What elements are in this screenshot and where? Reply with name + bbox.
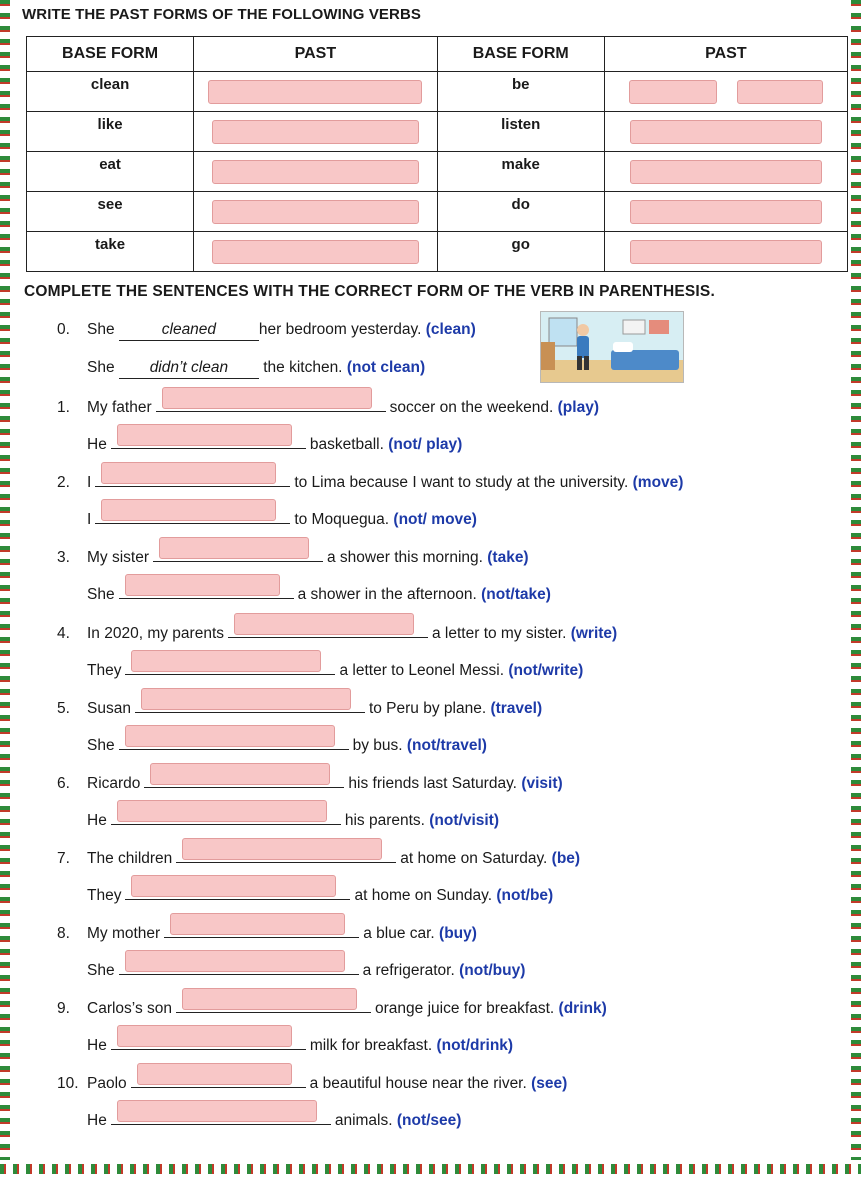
answer-blank <box>119 582 294 599</box>
answer-blank <box>119 733 349 750</box>
sentence-subject: She <box>87 586 115 603</box>
sentence-rest: basketball. <box>309 436 389 453</box>
sentence-subject: My father <box>87 399 152 416</box>
answer-box[interactable] <box>117 800 327 822</box>
sentence-number: 4. <box>57 625 70 642</box>
decorative-border-left <box>0 0 10 1160</box>
sentence-rest: a shower this morning. <box>327 549 488 566</box>
sentence-line <box>57 1071 567 1094</box>
verb-cue: (not/drink) <box>436 1037 514 1054</box>
answer-box[interactable] <box>117 1100 317 1122</box>
verb-cue: (clean) <box>425 321 476 338</box>
past-answer-cell <box>194 112 438 152</box>
verb-cue: (buy) <box>439 925 477 942</box>
sentence-line <box>57 696 542 719</box>
sentence-rest: animals. <box>334 1112 397 1129</box>
sentence-line <box>87 1108 461 1131</box>
table-header-row <box>27 37 848 72</box>
answer-box[interactable] <box>141 688 351 710</box>
sentence-rest: by bus. <box>352 737 407 754</box>
sentence-subject: I <box>87 511 92 528</box>
answer-blank <box>156 395 386 412</box>
answer-box[interactable] <box>162 387 372 409</box>
example-answer: didn’t clean <box>119 358 259 379</box>
answer-box[interactable] <box>117 424 292 446</box>
base-form-cell: like <box>27 112 194 152</box>
past-answer-cell <box>194 232 438 272</box>
sentence-rest: the kitchen. <box>263 359 343 376</box>
sentence-rest: milk for breakfast. <box>309 1037 437 1054</box>
sentence-rest: orange juice for breakfast. <box>375 1000 559 1017</box>
table-row <box>27 112 848 152</box>
sentence-line <box>87 958 525 981</box>
answer-box[interactable] <box>208 80 422 104</box>
header-base-form-1: BASE FORM <box>27 37 194 72</box>
table-row <box>27 232 848 272</box>
answer-box[interactable] <box>125 950 345 972</box>
exercise-1-title: WRITE THE PAST FORMS OF THE FOLLOWING VERBS <box>22 6 422 23</box>
verb-cue: (drink) <box>558 1000 607 1017</box>
sentence-subject: She <box>87 359 115 376</box>
past-answer-cell <box>604 152 847 192</box>
answer-box[interactable] <box>630 160 822 184</box>
past-answer-cell <box>604 192 847 232</box>
sentence-rest: to Lima because I want to study at the university. <box>294 474 633 491</box>
sentence-number: 0. <box>57 321 70 338</box>
sentence-subject: I <box>87 474 92 491</box>
verb-cue: (not/travel) <box>406 737 487 754</box>
answer-box[interactable] <box>212 120 419 144</box>
verb-cue: (not/ move) <box>393 511 477 528</box>
sentence-line <box>87 658 583 681</box>
sentence-subject: The children <box>87 850 173 867</box>
header-base-form-2: BASE FORM <box>437 37 604 72</box>
table-row <box>27 72 848 112</box>
answer-box[interactable] <box>182 838 382 860</box>
sentence-line <box>57 545 529 568</box>
answer-box-was[interactable] <box>629 80 717 104</box>
sentence-rest: to Peru by plane. <box>368 700 491 717</box>
sentence-subject: They <box>87 662 122 679</box>
past-answer-cell <box>604 112 847 152</box>
answer-blank <box>111 1033 306 1050</box>
answer-box-were[interactable] <box>737 80 823 104</box>
sentence-subject: He <box>87 1112 107 1129</box>
answer-box[interactable] <box>101 499 276 521</box>
answer-blank <box>95 470 290 487</box>
base-form-cell: clean <box>27 72 194 112</box>
base-form-cell: be <box>437 72 604 112</box>
header-past-1: PAST <box>194 37 438 72</box>
past-answer-cell <box>194 192 438 232</box>
sentence-number: 2. <box>57 474 70 491</box>
sentence-subject: He <box>87 812 107 829</box>
sentence-rest: to Moquegua. <box>294 511 394 528</box>
answer-box[interactable] <box>125 725 335 747</box>
answer-box[interactable] <box>117 1025 292 1047</box>
sentence-number: 1. <box>57 399 70 416</box>
past-answer-cell <box>604 232 847 272</box>
verb-cue: (be) <box>551 850 581 867</box>
answer-blank <box>95 507 290 524</box>
answer-box[interactable] <box>159 537 309 559</box>
answer-blank <box>176 996 371 1013</box>
answer-box[interactable] <box>630 240 822 264</box>
base-form-cell: do <box>437 192 604 232</box>
sentence-number: 8. <box>57 925 70 942</box>
sentence-rest: her bedroom yesterday. <box>258 321 422 338</box>
verb-cue: (visit) <box>521 775 563 792</box>
verb-cue: (not/buy) <box>459 962 526 979</box>
sentence-number: 3. <box>57 549 70 566</box>
verb-cue: (not/be) <box>496 887 554 904</box>
sentence-subject: Carlos’s son <box>87 1000 173 1017</box>
answer-box[interactable] <box>212 200 419 224</box>
sentence-line <box>57 621 617 644</box>
base-form-cell: make <box>437 152 604 192</box>
answer-box[interactable] <box>125 574 280 596</box>
sentence-number: 5. <box>57 700 70 717</box>
answer-box[interactable] <box>234 613 414 635</box>
sentence-line <box>57 395 599 418</box>
sentence-rest: a beautiful house near the river. <box>309 1075 532 1092</box>
verb-cue: (move) <box>632 474 684 491</box>
base-form-cell: see <box>27 192 194 232</box>
answer-blank <box>228 621 428 638</box>
example-sentence-1 <box>57 320 476 341</box>
table-row <box>27 152 848 192</box>
answer-box[interactable] <box>182 988 357 1010</box>
sentence-line <box>87 808 499 831</box>
sentence-subject: He <box>87 436 107 453</box>
answer-blank <box>125 658 335 675</box>
sentence-subject: My mother <box>87 925 161 942</box>
sentence-rest: at home on Saturday. <box>400 850 552 867</box>
sentence-subject: Susan <box>87 700 131 717</box>
sentence-line <box>87 733 487 756</box>
sentence-line <box>87 582 551 605</box>
sentence-subject: He <box>87 1037 107 1054</box>
past-answer-cell <box>194 72 438 112</box>
verb-cue: (travel) <box>490 700 543 717</box>
verb-cue: (not/visit) <box>429 812 500 829</box>
sentence-number: 9. <box>57 1000 70 1017</box>
sentence-subject: Paolo <box>87 1075 127 1092</box>
sentence-line <box>87 883 553 906</box>
decorative-border-right <box>851 0 861 1160</box>
answer-box[interactable] <box>212 240 419 264</box>
verb-cue: (take) <box>487 549 529 566</box>
sentence-line <box>57 771 563 794</box>
past-answer-cell <box>194 152 438 192</box>
answer-blank <box>176 846 396 863</box>
sentence-line <box>87 1033 513 1056</box>
sentence-rest: a blue car. <box>363 925 440 942</box>
example-answer: cleaned <box>119 320 259 341</box>
table-row <box>27 192 848 232</box>
answer-blank <box>111 808 341 825</box>
sentence-line <box>87 432 462 455</box>
sentence-subject: Ricardo <box>87 775 141 792</box>
sentence-subject: They <box>87 887 122 904</box>
bedroom-illustration-icon <box>540 311 684 383</box>
example-sentence-2 <box>87 358 425 379</box>
answer-blank <box>164 921 359 938</box>
sentence-subject: My sister <box>87 549 149 566</box>
answer-box[interactable] <box>131 875 336 897</box>
sentence-rest: a refrigerator. <box>362 962 460 979</box>
answer-box[interactable] <box>131 650 321 672</box>
sentence-number: 7. <box>57 850 70 867</box>
answer-box[interactable] <box>212 160 419 184</box>
sentence-line <box>57 846 580 869</box>
answer-box[interactable] <box>170 913 345 935</box>
verb-cue: (write) <box>570 625 618 642</box>
verb-cue: (not/take) <box>481 586 551 603</box>
sentence-number: 6. <box>57 775 70 792</box>
sentence-rest: a shower in the afternoon. <box>297 586 482 603</box>
sentence-line <box>57 470 683 493</box>
answer-blank <box>153 545 323 562</box>
answer-blank <box>111 432 306 449</box>
verb-cue: (not/write) <box>508 662 584 679</box>
header-past-2: PAST <box>604 37 847 72</box>
base-form-cell: eat <box>27 152 194 192</box>
verb-cue: (not/ play) <box>388 436 463 453</box>
sentence-rest: a letter to my sister. <box>432 625 571 642</box>
sentence-line <box>57 921 477 944</box>
answer-box[interactable] <box>150 763 330 785</box>
answer-blank <box>131 1071 306 1088</box>
verb-cue: (not clean) <box>346 359 426 376</box>
verb-cue: (see) <box>531 1075 568 1092</box>
sentence-rest: his friends last Saturday. <box>348 775 522 792</box>
verb-table <box>26 36 848 272</box>
sentence-rest: soccer on the weekend. <box>389 399 558 416</box>
base-form-cell: go <box>437 232 604 272</box>
answer-blank <box>144 771 344 788</box>
sentence-subject: In 2020, my parents <box>87 625 224 642</box>
answer-blank <box>135 696 365 713</box>
answer-box[interactable] <box>630 120 822 144</box>
decorative-border-bottom <box>0 1164 861 1174</box>
sentence-subject: She <box>87 737 115 754</box>
sentence-subject: She <box>87 962 115 979</box>
verb-cue: (not/see) <box>396 1112 462 1129</box>
sentence-number: 10. <box>57 1075 79 1092</box>
answer-box[interactable] <box>137 1063 292 1085</box>
verb-cue: (play) <box>557 399 599 416</box>
answer-blank <box>119 958 359 975</box>
answer-box[interactable] <box>630 200 822 224</box>
exercise-2-instruction: COMPLETE THE SENTENCES WITH THE CORRECT FORM OF THE VERB IN PARENTHESIS. <box>24 283 715 300</box>
answer-blank <box>125 883 350 900</box>
sentence-subject: She <box>87 321 115 338</box>
past-answer-cell <box>604 72 847 112</box>
sentence-rest: at home on Sunday. <box>354 887 497 904</box>
sentence-rest: a letter to Leonel Messi. <box>339 662 509 679</box>
base-form-cell: listen <box>437 112 604 152</box>
sentence-rest: his parents. <box>344 812 430 829</box>
base-form-cell: take <box>27 232 194 272</box>
answer-blank <box>111 1108 331 1125</box>
sentence-line <box>87 507 477 530</box>
answer-box[interactable] <box>101 462 276 484</box>
sentence-line <box>57 996 607 1019</box>
